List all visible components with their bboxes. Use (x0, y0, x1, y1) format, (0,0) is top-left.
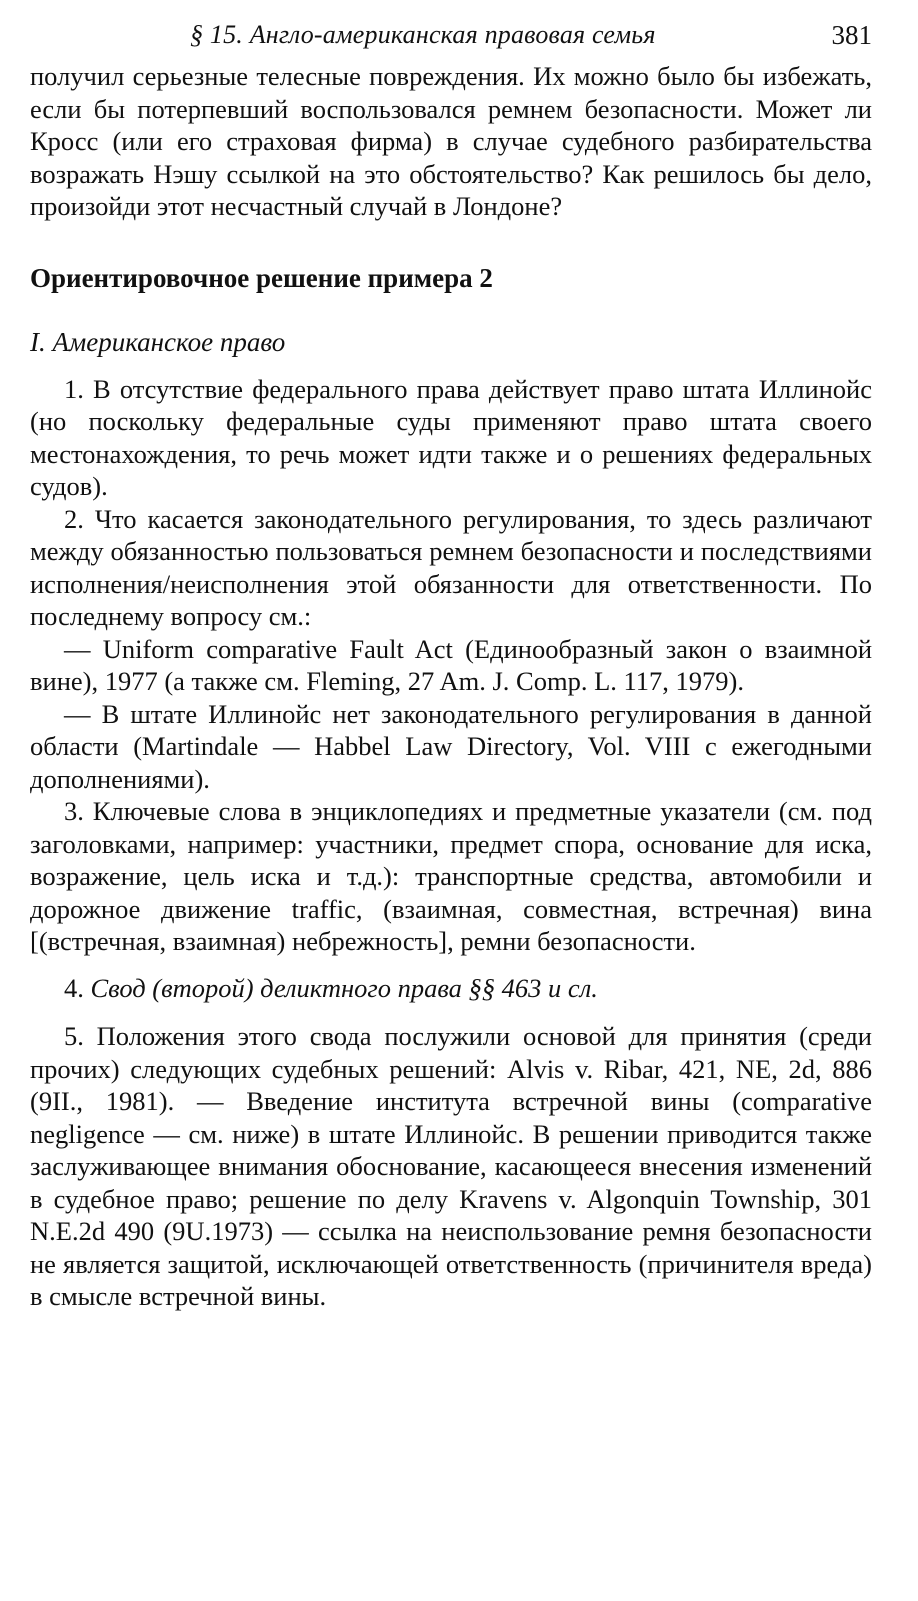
heading-american-law: I. Американское право (30, 326, 286, 357)
paragraph-1: 1. В отсутствие федерального права действует право штата Иллинойс (но поскольку федеральные суды применяют право штата своего местонахождения, то речь может идти также и о решениях федеральных судов). (30, 373, 872, 501)
paragraph-2: 2. Что касается законодательного регулирования, то здесь различают между обязанностью пользоваться ремнем безопасности и последствиями исполнения/неисполнения этой обязанности для ответственности. По последнему вопросу см.: (30, 503, 872, 631)
paragraph-2-item-b: — В штате Иллинойс нет законодательного регулирования в данной области (Martindale — Habbel Law Directory, Vol. VIII с ежегодными дополнениями). (30, 698, 872, 794)
paragraph-4-number: 4. (64, 972, 84, 1003)
running-header (30, 14, 872, 60)
page-number: 381 (831, 20, 872, 50)
paragraph-2-item-a: — Uniform comparative Fault Act (Единообразный закон о взаимной вине), 1977 (а также см. Fleming, 27 Am. J. Comp. L. 117, 1979). (30, 633, 872, 696)
book-page (30, 14, 872, 1313)
running-title: § 15. Англо-американская правовая семья (190, 20, 656, 49)
paragraph-3: 3. Ключевые слова в энциклопедиях и предметные указатели (см. под заголовками, например: участники, предмет спора, основание для иска, возражение, цель иска и т.д.): транспортные средства, автомобили и дорожное движение traffic, (взаимная, совместная, встречная) вина [(встречная, взаимная) небрежность], ремни безопасности. (30, 796, 872, 956)
heading-solution: Ориентировочное решение примера 2 (30, 262, 493, 293)
paragraph-4-text: Свод (второй) деликтного права §§ 463 и сл. (90, 972, 598, 1003)
paragraph-intro: получил серьезные телесные повреждения. Их можно было бы избежать, если бы потерпевший воспользовался ремнем безопасности. Может ли Кросс (или его страховая фирма) в случае судебного разбирательства возражать Нэшу ссылкой на это обстоятельство? Как решилось бы дело, произойди этот несчастный случай в Лондоне? (30, 61, 872, 221)
paragraph-5: 5. Положения этого свода послужили основой для принятия (среди прочих) следующих судебных решений: Alvis v. Ribar, 421, NE, 2d, 886 (9II., 1981). — Введение института встречной вины (comparative negligence — см. ниже) в штате Иллинойс. В решении приводится также заслуживающее внимания обоснование, касающееся внесения изменений в судебное право; решение по делу Kravens v. Algonquin Township, 301 N.E.2d 490 (9U.1973) — ссылка на неиспользование ремня безопасности не является защитой, исключающей ответственность (причинителя вреда) в смысле встречной вины. (30, 1021, 872, 1311)
paragraph-4 (30, 972, 872, 1005)
